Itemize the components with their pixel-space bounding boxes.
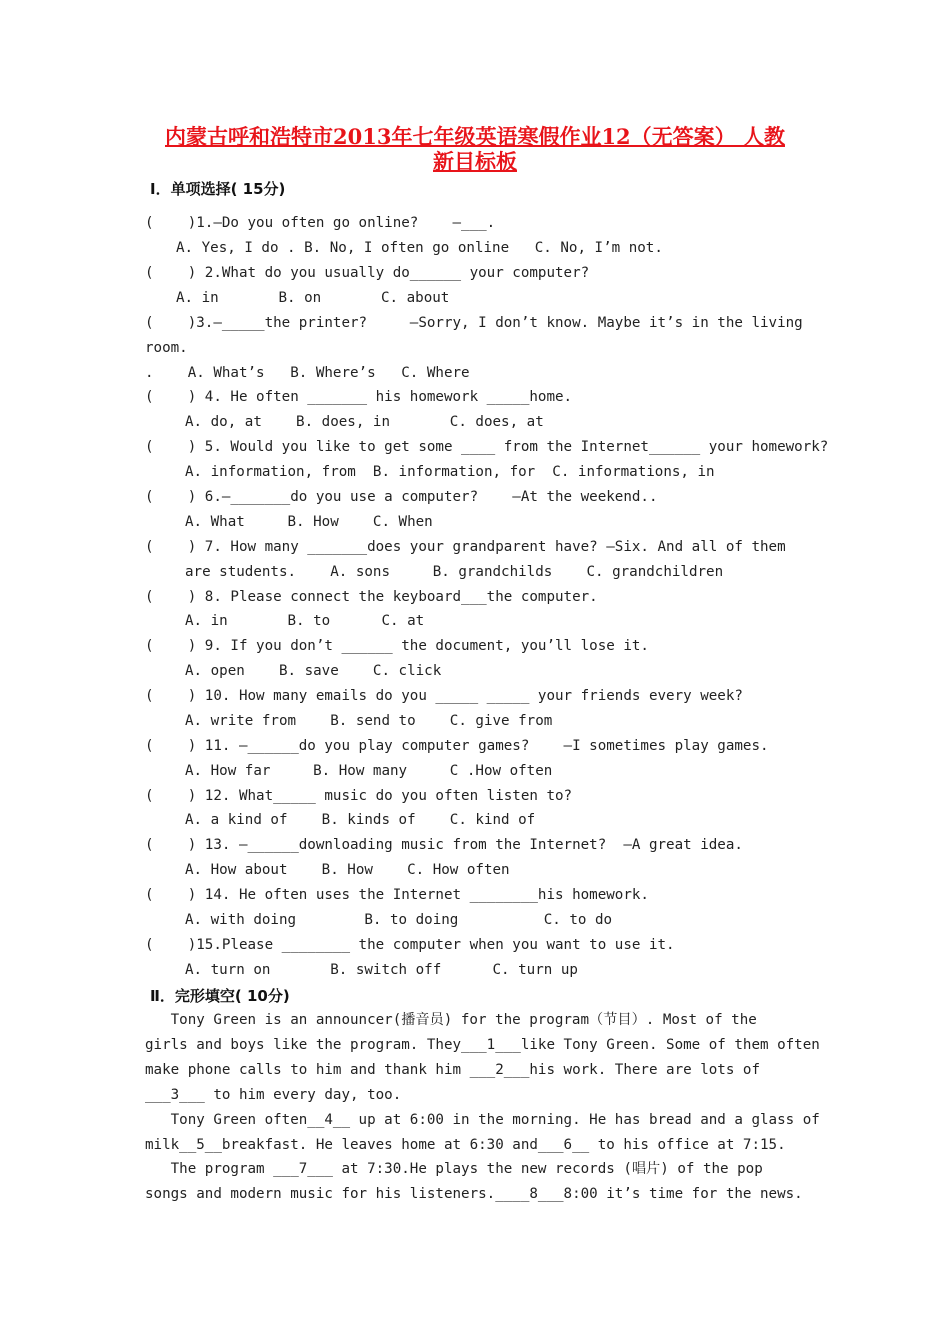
options-line: A. a kind of B. kinds of C. kind of — [185, 812, 536, 828]
passage-line: The program ___7___ at 7:30.He plays the new records (唱片) of the pop — [145, 1161, 763, 1177]
options-line: A. write from B. send to C. give from — [185, 713, 553, 729]
question-line: ( ) 8. Please connect the keyboard___the computer. — [145, 589, 598, 605]
passage-line: Tony Green is an announcer(播音员) for the program（节目）. Most of the — [145, 1012, 757, 1028]
question-line: ( ) 11. —______do you play computer games? —I sometimes play games. — [145, 738, 769, 754]
passage-line: Tony Green often__4__ up at 6:00 in the morning. He has bread and a glass of — [145, 1112, 820, 1128]
page-title — [140, 124, 810, 174]
options-line: A. Yes, I do . B. No, I often go online C. No, I’m not. — [176, 240, 663, 256]
section-heading: Ⅰ．单项选择( 15分) — [150, 180, 286, 198]
question-line: ( ) 9. If you don’t ______ the document, you’ll lose it. — [145, 638, 649, 654]
title-line-2: 新目标板 — [433, 149, 517, 174]
question-line: ( ) 13. —______downloading music from the Internet? —A great idea. — [145, 837, 743, 853]
question-line: ( ) 4. He often _______ his homework _____home. — [145, 389, 573, 405]
question-line: ( )15.Please ________ the computer when you want to use it. — [145, 937, 675, 953]
passage-line: girls and boys like the program. They___1___like Tony Green. Some of them often — [145, 1037, 820, 1053]
question-line: ( ) 2.What do you usually do______ your computer? — [145, 265, 590, 281]
passage-line: ___3___ to him every day, too. — [145, 1087, 402, 1103]
section-heading: Ⅱ．完形填空( 10分) — [150, 987, 290, 1005]
passage-line: songs and modern music for his listeners.____8___8:00 it’s time for the news. — [145, 1186, 803, 1202]
title-line-1: 内蒙古呼和浩特市2013年七年级英语寒假作业12（无答案） 人教 — [165, 124, 785, 149]
passage-line: milk__5__breakfast. He leaves home at 6:30 and___6__ to his office at 7:15. — [145, 1137, 786, 1153]
question-line: ( )1.—Do you often go online? —___. — [145, 215, 496, 231]
question-line: ( )3.—_____the printer? —Sorry, I don’t know. Maybe it’s in the living — [145, 315, 803, 331]
options-line: A. What B. How C. When — [185, 514, 433, 530]
question-line: room. — [145, 340, 188, 356]
question-line: ( ) 10. How many emails do you _____ _____ your friends every week? — [145, 688, 743, 704]
question-line: ( ) 5. Would you like to get some ____ from the Internet______ your homework? — [145, 439, 829, 455]
question-line: ( ) 14. He often uses the Internet ________his homework. — [145, 887, 649, 903]
question-line: ( ) 12. What_____ music do you often listen to? — [145, 788, 573, 804]
question-line: ( ) 7. How many _______does your grandparent have? —Six. And all of them — [145, 539, 786, 555]
options-line: A. open B. save C. click — [185, 663, 442, 679]
options-line: A. in B. to C. at — [185, 613, 425, 629]
options-line: A. How about B. How C. How often — [185, 862, 510, 878]
options-line: A. turn on B. switch off C. turn up — [185, 962, 578, 978]
question-line: ( ) 6.—_______do you use a computer? —At the weekend.. — [145, 489, 658, 505]
options-line: . A. What’s B. Where’s C. Where — [145, 365, 470, 381]
options-line: A. do, at B. does, in C. does, at — [185, 414, 544, 430]
options-line: A. information, from B. information, for C. informations, in — [185, 464, 715, 480]
options-line: are students. A. sons B. grandchilds C. grandchildren — [185, 564, 724, 580]
options-line: A. with doing B. to doing C. to do — [185, 912, 613, 928]
options-line: A. How far B. How many C .How often — [185, 763, 553, 779]
options-line: A. in B. on C. about — [176, 290, 450, 306]
passage-line: make phone calls to him and thank him ___2___his work. There are lots of — [145, 1062, 760, 1078]
